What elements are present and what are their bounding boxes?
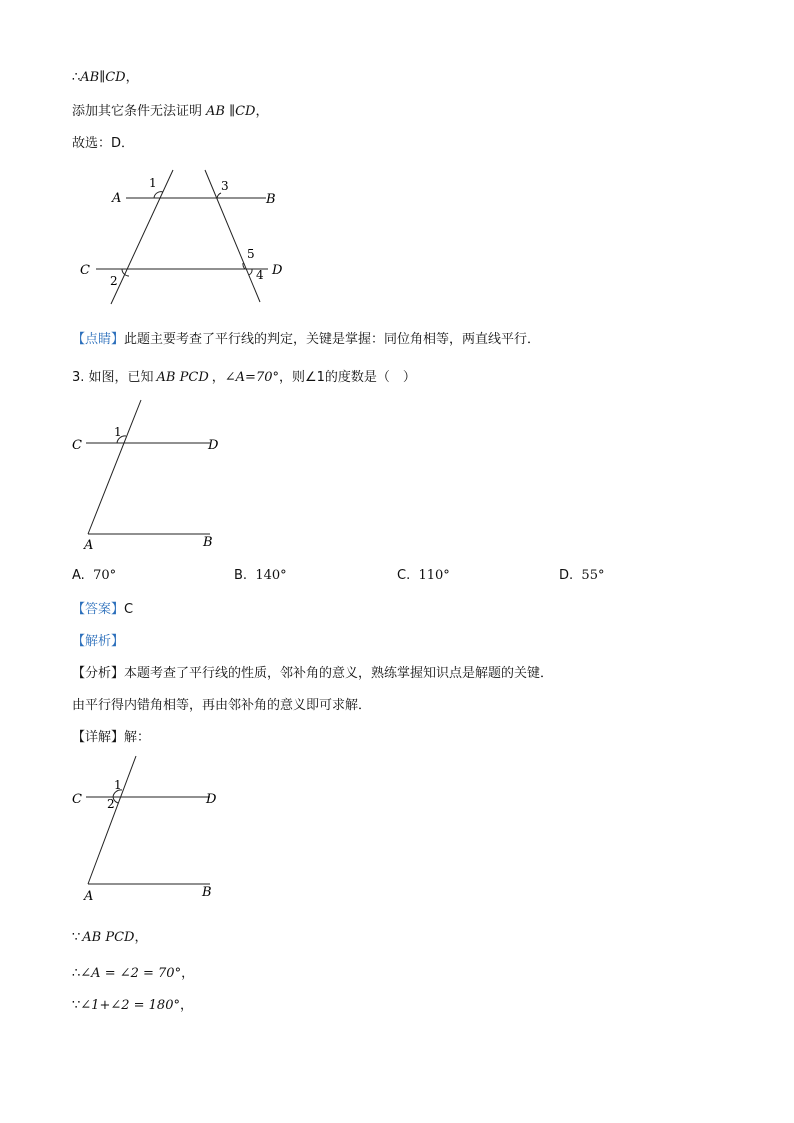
label-b: B xyxy=(202,885,212,900)
fenxi-tag: 【分析】 xyxy=(72,666,125,681)
other-condition-line xyxy=(72,100,268,119)
parallel-statement-2: AB ∥CD xyxy=(206,104,256,119)
detail-text: 解： xyxy=(124,730,151,745)
analysis-tag: 【解析】 xyxy=(72,634,125,649)
proof-math-2: ∠A = ∠2 = 70° xyxy=(80,966,182,981)
question-line xyxy=(72,366,416,385)
angle-label-1: 1 xyxy=(114,425,122,439)
because-symbol: ∵ xyxy=(72,930,81,945)
question-math-angle: ∠A=70° xyxy=(224,370,279,385)
option-d xyxy=(559,568,604,583)
angle-label-2: 2 xyxy=(110,274,118,288)
fenxi-text: 本题考查了平行线的性质，邻补角的意义，熟练掌握知识点是解题的关键． xyxy=(124,666,554,681)
proof-line-1 xyxy=(72,926,148,945)
angle-3-arc xyxy=(217,193,221,198)
angle-label-4: 4 xyxy=(256,268,264,282)
punctuation: ， xyxy=(211,370,225,385)
comment-tag: 【点睛】 xyxy=(72,332,125,347)
option-letter: D. xyxy=(559,568,574,583)
punctuation: ， xyxy=(255,104,269,119)
angle-label-2: 2 xyxy=(107,797,115,811)
label-c: C xyxy=(72,792,82,807)
fenxi-line xyxy=(72,662,553,681)
option-value: 140° xyxy=(255,568,287,583)
option-c xyxy=(397,568,450,583)
method-line: 由平行得内错角相等，再由邻补角的意义即可求解． xyxy=(72,698,372,713)
option-letter: B. xyxy=(234,568,248,583)
label-c: C xyxy=(72,438,82,453)
figure-1 xyxy=(70,162,310,312)
conclusion-line xyxy=(72,66,139,85)
punctuation: ， xyxy=(179,998,193,1013)
parallel-statement: AB∥CD xyxy=(80,70,126,85)
label-d: D xyxy=(206,792,217,807)
option-a xyxy=(72,568,116,583)
question-suffix: ，则∠1的度数是（ ） xyxy=(278,370,416,385)
transversal xyxy=(88,756,136,884)
proof-math-1: AB PCD xyxy=(82,930,135,945)
option-letter: A. xyxy=(72,568,85,583)
label-c: C xyxy=(80,263,90,278)
comment-text: 此题主要考查了平行线的判定，关键是掌握：同位角相等，两直线平行． xyxy=(124,332,541,347)
label-a: A xyxy=(84,889,94,904)
proof-line-2 xyxy=(72,962,194,981)
punctuation: ， xyxy=(134,930,148,945)
proof-math-3: ∠1+∠2 = 180° xyxy=(80,998,180,1013)
analysis-line xyxy=(72,630,124,649)
angle-label-5: 5 xyxy=(247,247,255,261)
question-math-parallel: AB PCD xyxy=(156,370,209,385)
detail-tag: 【详解】 xyxy=(72,730,125,745)
therefore-symbol: ∴ xyxy=(72,966,81,981)
label-b: B xyxy=(266,192,276,207)
other-condition-text: 添加其它条件无法证明 xyxy=(72,104,203,119)
label-d: D xyxy=(272,263,283,278)
choose-line: 故选：D． xyxy=(72,136,135,151)
transversal xyxy=(88,400,141,534)
detail-line xyxy=(72,726,150,745)
transversal-right xyxy=(205,170,260,302)
figure-3 xyxy=(70,756,240,906)
option-letter: C. xyxy=(397,568,411,583)
option-b xyxy=(234,568,287,583)
label-a: A xyxy=(84,538,94,553)
angle-label-1: 1 xyxy=(114,778,122,792)
answer-line xyxy=(72,598,133,617)
comment-line xyxy=(72,328,540,347)
therefore-symbol: ∴ xyxy=(72,70,81,85)
option-value: 110° xyxy=(418,568,450,583)
punctuation: ， xyxy=(181,966,195,981)
angle-label-1: 1 xyxy=(149,176,157,190)
angle-label-3: 3 xyxy=(221,179,229,193)
label-b: B xyxy=(203,535,213,550)
figure-2 xyxy=(70,398,240,553)
answer-value: C xyxy=(124,602,134,617)
option-value: 70° xyxy=(93,568,117,583)
label-d: D xyxy=(208,438,219,453)
option-value: 55° xyxy=(581,568,605,583)
answer-tag: 【答案】 xyxy=(72,602,125,617)
proof-line-3 xyxy=(72,994,193,1013)
because-symbol: ∵ xyxy=(72,998,81,1013)
punctuation: ， xyxy=(125,70,139,85)
question-prefix: 3. 如图，已知 xyxy=(72,370,154,385)
label-a: A xyxy=(112,191,122,206)
angle-4-arc xyxy=(249,269,252,275)
